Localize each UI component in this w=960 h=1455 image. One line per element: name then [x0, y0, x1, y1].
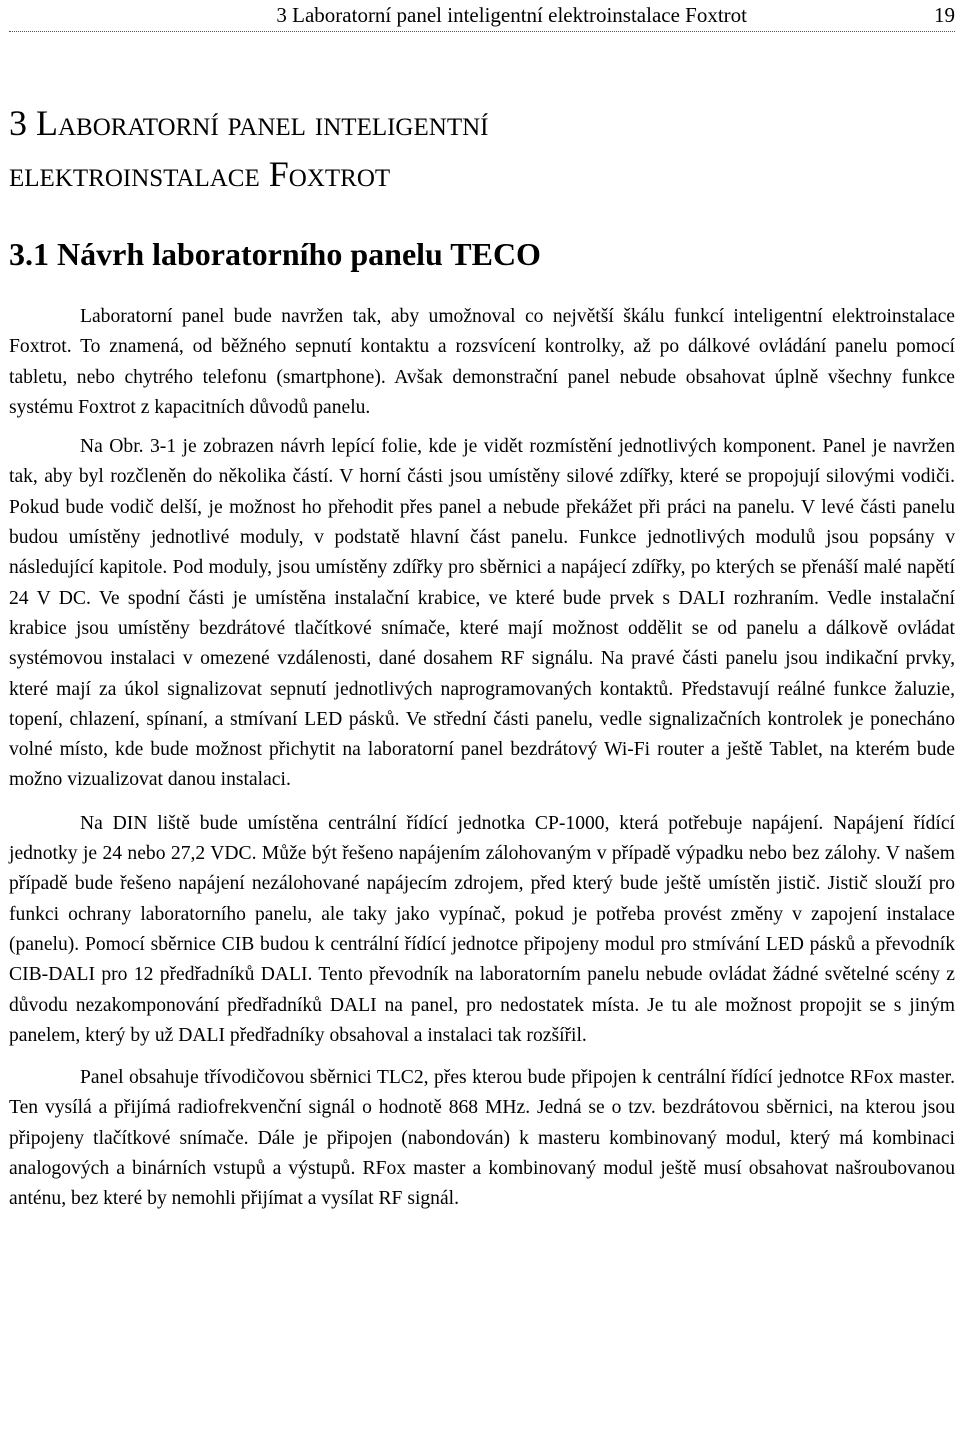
page-number: 19 — [934, 3, 955, 27]
paragraph: Na DIN liště bude umístěna centrální řídící jednotka CP-1000, která potřebuje napájení. Napájení řídící jednotky je 24 nebo 27,2 VDC. Může být řešeno napájením zálohovaným v případě výpadku nebo bez zálohy. V našem případě bude řešeno napájení nezálohované napájecím zdrojem, před který bude ještě umístěn jistič. Jistič slouží pro funkci ochrany laboratorního panelu, ale taky jako vypínač, pokud je potřeba provést změny v zapojení instalace (panelu). Pomocí sběrnice CIB budou k centrální řídící jednotce připojeny modul pro stmívání LED pásků a převodník CIB-DALI pro 12 předřadníků DALI. Tento převodník na laboratorním panelu nebude ovládat žádné světelné scény z důvodu nezakomponování předřadníků DALI na panel, pro nedostatek místa. Je tu ale možnost propojit se s jiným panelem, který by už DALI předřadníky obsahoval a instalaci tak rozšířil. — [9, 812, 955, 1046]
paragraph: Laboratorní panel bude navržen tak, aby umožnoval co největší škálu funkcí inteligentní elektroinstalace Foxtrot. To znamená, od běžného sepnutí kontaktu a rozsvícení kontrolky, až po dálkové ovládání panelu pomocí tabletu, nebo chytrého telefonu (smartphone). Avšak demonstrační panel nebude obsahovat úplně všechny funkce systému Foxtrot z kapacitních důvodů panelu. — [9, 306, 955, 418]
body-text — [9, 302, 955, 1215]
running-header — [9, 0, 955, 32]
paragraph: Na Obr. 3-1 je zobrazen návrh lepící folie, kde je vidět rozmístění jednotlivých komponent. Panel je navržen tak, aby byl rozčleněn do několika částí. V horní části jsou umístěny silové zdířky, které se propojují silovými vodiči. Pokud bude vodič delší, je možnost ho přehodit přes panel a nebude překážet při práci na panelu. V levé části panelu budou umístěny jednotlivé moduly, v podstatě hlavní část panelu. Funkce jednotlivých modulů jsou popsány v následující kapitole. Pod moduly, jsou umístěny zdířky pro sběrnici a napájecí zdířky, po kterých se přenáší malé napětí 24 V DC. Ve spodní části je umístěna instalační krabice, ve které bude prvek s DALI rozhraním. Vedle instalační krabice jsou umístěny bezdrátové tlačítkové snímače, které mají možnost oddělit se od panelu a dálkově ovládat systémovou instalaci v omezené vzdálenosti, dané dosahem RF signálu. Na pravé části panelu jsou indikační prvky, které mají za úkol signalizovat sepnutí jednotlivých naprogramovaných kontaktů. Představují reálné funkce žaluzie, topení, chlazení, spínaní, a stmívaní LED pásků. Ve střední části panelu, vedle signalizačních kontrolek je ponecháno volné místo, kde bude možnost přichytit na laboratorní panel bezdrátový Wi-Fi router a ještě Tablet, na kterém bude možno vizualizovat danou instalaci. — [9, 436, 955, 791]
document-page — [9, 0, 955, 1215]
running-header-title: 3 Laboratorní panel inteligentní elektroinstalace Foxtrot — [276, 3, 747, 27]
section-title: 3.1 Návrh laboratorního panelu TECO — [9, 236, 541, 272]
chapter-title-line-1: 3 Laboratorní panel inteligentní — [9, 103, 489, 143]
chapter-title — [9, 98, 955, 200]
paragraph: Panel obsahuje třívodičovou sběrnici TLC2, přes kterou bude připojen k centrální řídící jednotce RFox master. Ten vysílá a přijímá radiofrekvenční signál o hodnotě 868 MHz. Jedná se o tzv. bezdrátovou sběrnici, na kterou jsou připojeny tlačítkové snímače. Dále je připojen (nabondován) k masteru kombinovaný modul, který má kombinaci analogových a binárních vstupů a výstupů. RFox master a kombinovaný modul ještě musí obsahovat našroubovanou anténu, bez které by nemohli přijímat a vysílat RF signál. — [9, 1067, 955, 1210]
chapter-title-line-2: elektroinstalace Foxtrot — [9, 154, 391, 194]
